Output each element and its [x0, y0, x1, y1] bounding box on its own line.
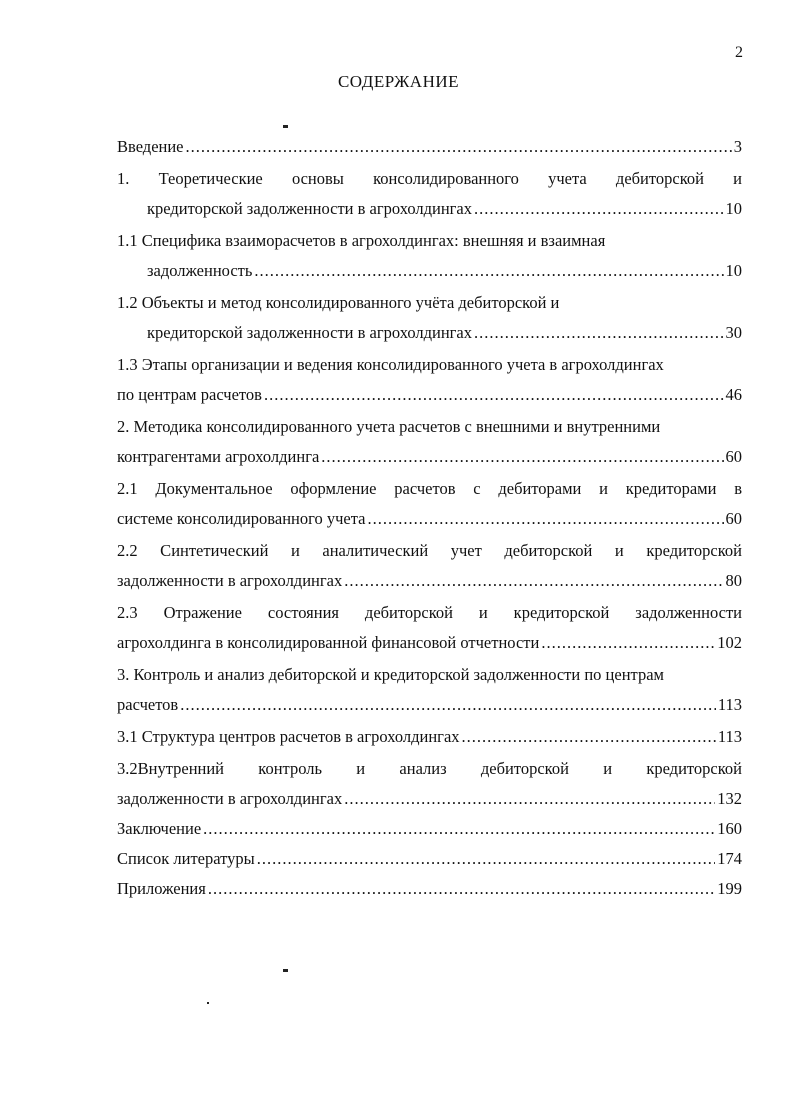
toc-entry-label: 3.1 Структура центров расчетов в агрохолдингах — [117, 727, 460, 746]
toc-entry-label-cont: по центрам расчетов — [117, 385, 262, 404]
toc-entry-conclusion[interactable] — [117, 814, 742, 844]
toc-entry-label-cont: задолженность — [147, 261, 253, 280]
toc-entry-label: 1. Теоретические основы консолидированного учета дебиторской и — [117, 169, 742, 188]
dot-leader — [186, 132, 732, 162]
toc-page-number: 10 — [725, 199, 742, 218]
toc-entry-label-cont: агрохолдинга в консолидированной финансовой отчетности — [117, 633, 540, 652]
dot-leader — [208, 874, 715, 904]
toc-entry-label: 1.1 Специфика взаиморасчетов в агрохолдингах: внешняя и взаимная — [117, 231, 606, 250]
toc-entry-label: 1.2 Объекты и метод консолидированного учёта дебиторской и — [117, 293, 560, 312]
toc-page-number: 174 — [717, 849, 742, 868]
toc-entry-label: 3.2Внутренний контроль и анализ дебиторской и кредиторской — [117, 759, 742, 778]
dot-leader — [462, 722, 716, 752]
toc-entry-label-cont: задолженности в агрохолдингах — [117, 571, 343, 590]
toc-page-number: 102 — [717, 633, 742, 652]
toc-entry-label: Список литературы — [117, 849, 255, 868]
toc-entry-label: Введение — [117, 137, 184, 156]
toc-page-number: 113 — [717, 727, 742, 746]
toc-entry-label: Приложения — [117, 879, 206, 898]
toc-entry-chapter-3[interactable] — [117, 660, 742, 720]
toc-entry-section-3-1[interactable] — [117, 722, 742, 752]
dot-leader — [203, 814, 715, 844]
dot-leader — [474, 194, 724, 224]
toc-entry-label: 2.2 Синтетический и аналитический учет дебиторской и кредиторской — [117, 541, 742, 560]
toc-entry-chapter-1[interactable] — [117, 164, 742, 224]
toc-page-number: 46 — [725, 385, 742, 404]
toc-entry-section-2-1[interactable] — [117, 474, 742, 534]
page-number: 2 — [735, 44, 743, 61]
toc-entry-label: 1.3 Этапы организации и ведения консолидированного учета в агрохолдингах — [117, 355, 664, 374]
toc-page-number: 199 — [717, 879, 742, 898]
toc-entry-label: 2.3 Отражение состояния дебиторской и кредиторской задолженности — [117, 603, 742, 622]
dot-leader — [344, 784, 715, 814]
toc-entry-chapter-2[interactable] — [117, 412, 742, 472]
scan-speck — [207, 1002, 209, 1004]
toc-page-number: 160 — [717, 819, 742, 838]
toc-entry-label-cont: кредиторской задолженности в агрохолдингах — [147, 323, 472, 342]
scan-speck — [283, 969, 288, 972]
toc-page-number: 60 — [725, 509, 742, 528]
dot-leader — [254, 256, 723, 286]
toc-entry-section-1-1[interactable] — [117, 226, 742, 286]
table-of-contents — [117, 132, 742, 904]
toc-entry-label-cont: контрагентами агрохолдинга — [117, 447, 320, 466]
toc-entry-section-1-2[interactable] — [117, 288, 742, 348]
toc-entry-label-cont: кредиторской задолженности в агрохолдингах — [147, 199, 472, 218]
toc-entry-section-2-2[interactable] — [117, 536, 742, 596]
toc-page-number: 80 — [725, 571, 742, 590]
scan-speck — [283, 125, 288, 128]
toc-entry-label: 2.1 Документальное оформление расчетов с дебиторами и кредиторами в — [117, 479, 742, 498]
toc-entry-label: Заключение — [117, 819, 202, 838]
toc-entry-appendices[interactable] — [117, 874, 742, 904]
toc-page-number: 3 — [733, 137, 742, 156]
dot-leader — [474, 318, 724, 348]
toc-entry-bibliography[interactable] — [117, 844, 742, 874]
toc-page-number: 132 — [717, 789, 742, 808]
toc-entry-label-cont: системе консолидированного учета — [117, 509, 366, 528]
toc-page-number: 30 — [725, 323, 742, 342]
page-title: СОДЕРЖАНИЕ — [337, 72, 460, 91]
toc-page-number: 113 — [717, 695, 742, 714]
toc-entry-label: 2. Методика консолидированного учета расчетов с внешними и внутренними — [117, 417, 661, 436]
dot-leader — [367, 504, 723, 534]
toc-page-number: 60 — [725, 447, 742, 466]
dot-leader — [344, 566, 723, 596]
dot-leader — [321, 442, 723, 472]
dot-leader — [541, 628, 715, 658]
dot-leader — [257, 844, 716, 874]
toc-entry-section-1-3[interactable] — [117, 350, 742, 410]
toc-entry-section-3-2[interactable] — [117, 754, 742, 814]
toc-entry-section-2-3[interactable] — [117, 598, 742, 658]
toc-entry-label-cont: задолженности в агрохолдингах — [117, 789, 343, 808]
toc-entry-label-cont: расчетов — [117, 695, 179, 714]
toc-page-number: 10 — [725, 261, 742, 280]
toc-entry-label: 3. Контроль и анализ дебиторской и кредиторской задолженности по центрам — [117, 665, 664, 684]
dot-leader — [264, 380, 724, 410]
dot-leader — [180, 690, 716, 720]
toc-entry-introduction[interactable] — [117, 132, 742, 162]
